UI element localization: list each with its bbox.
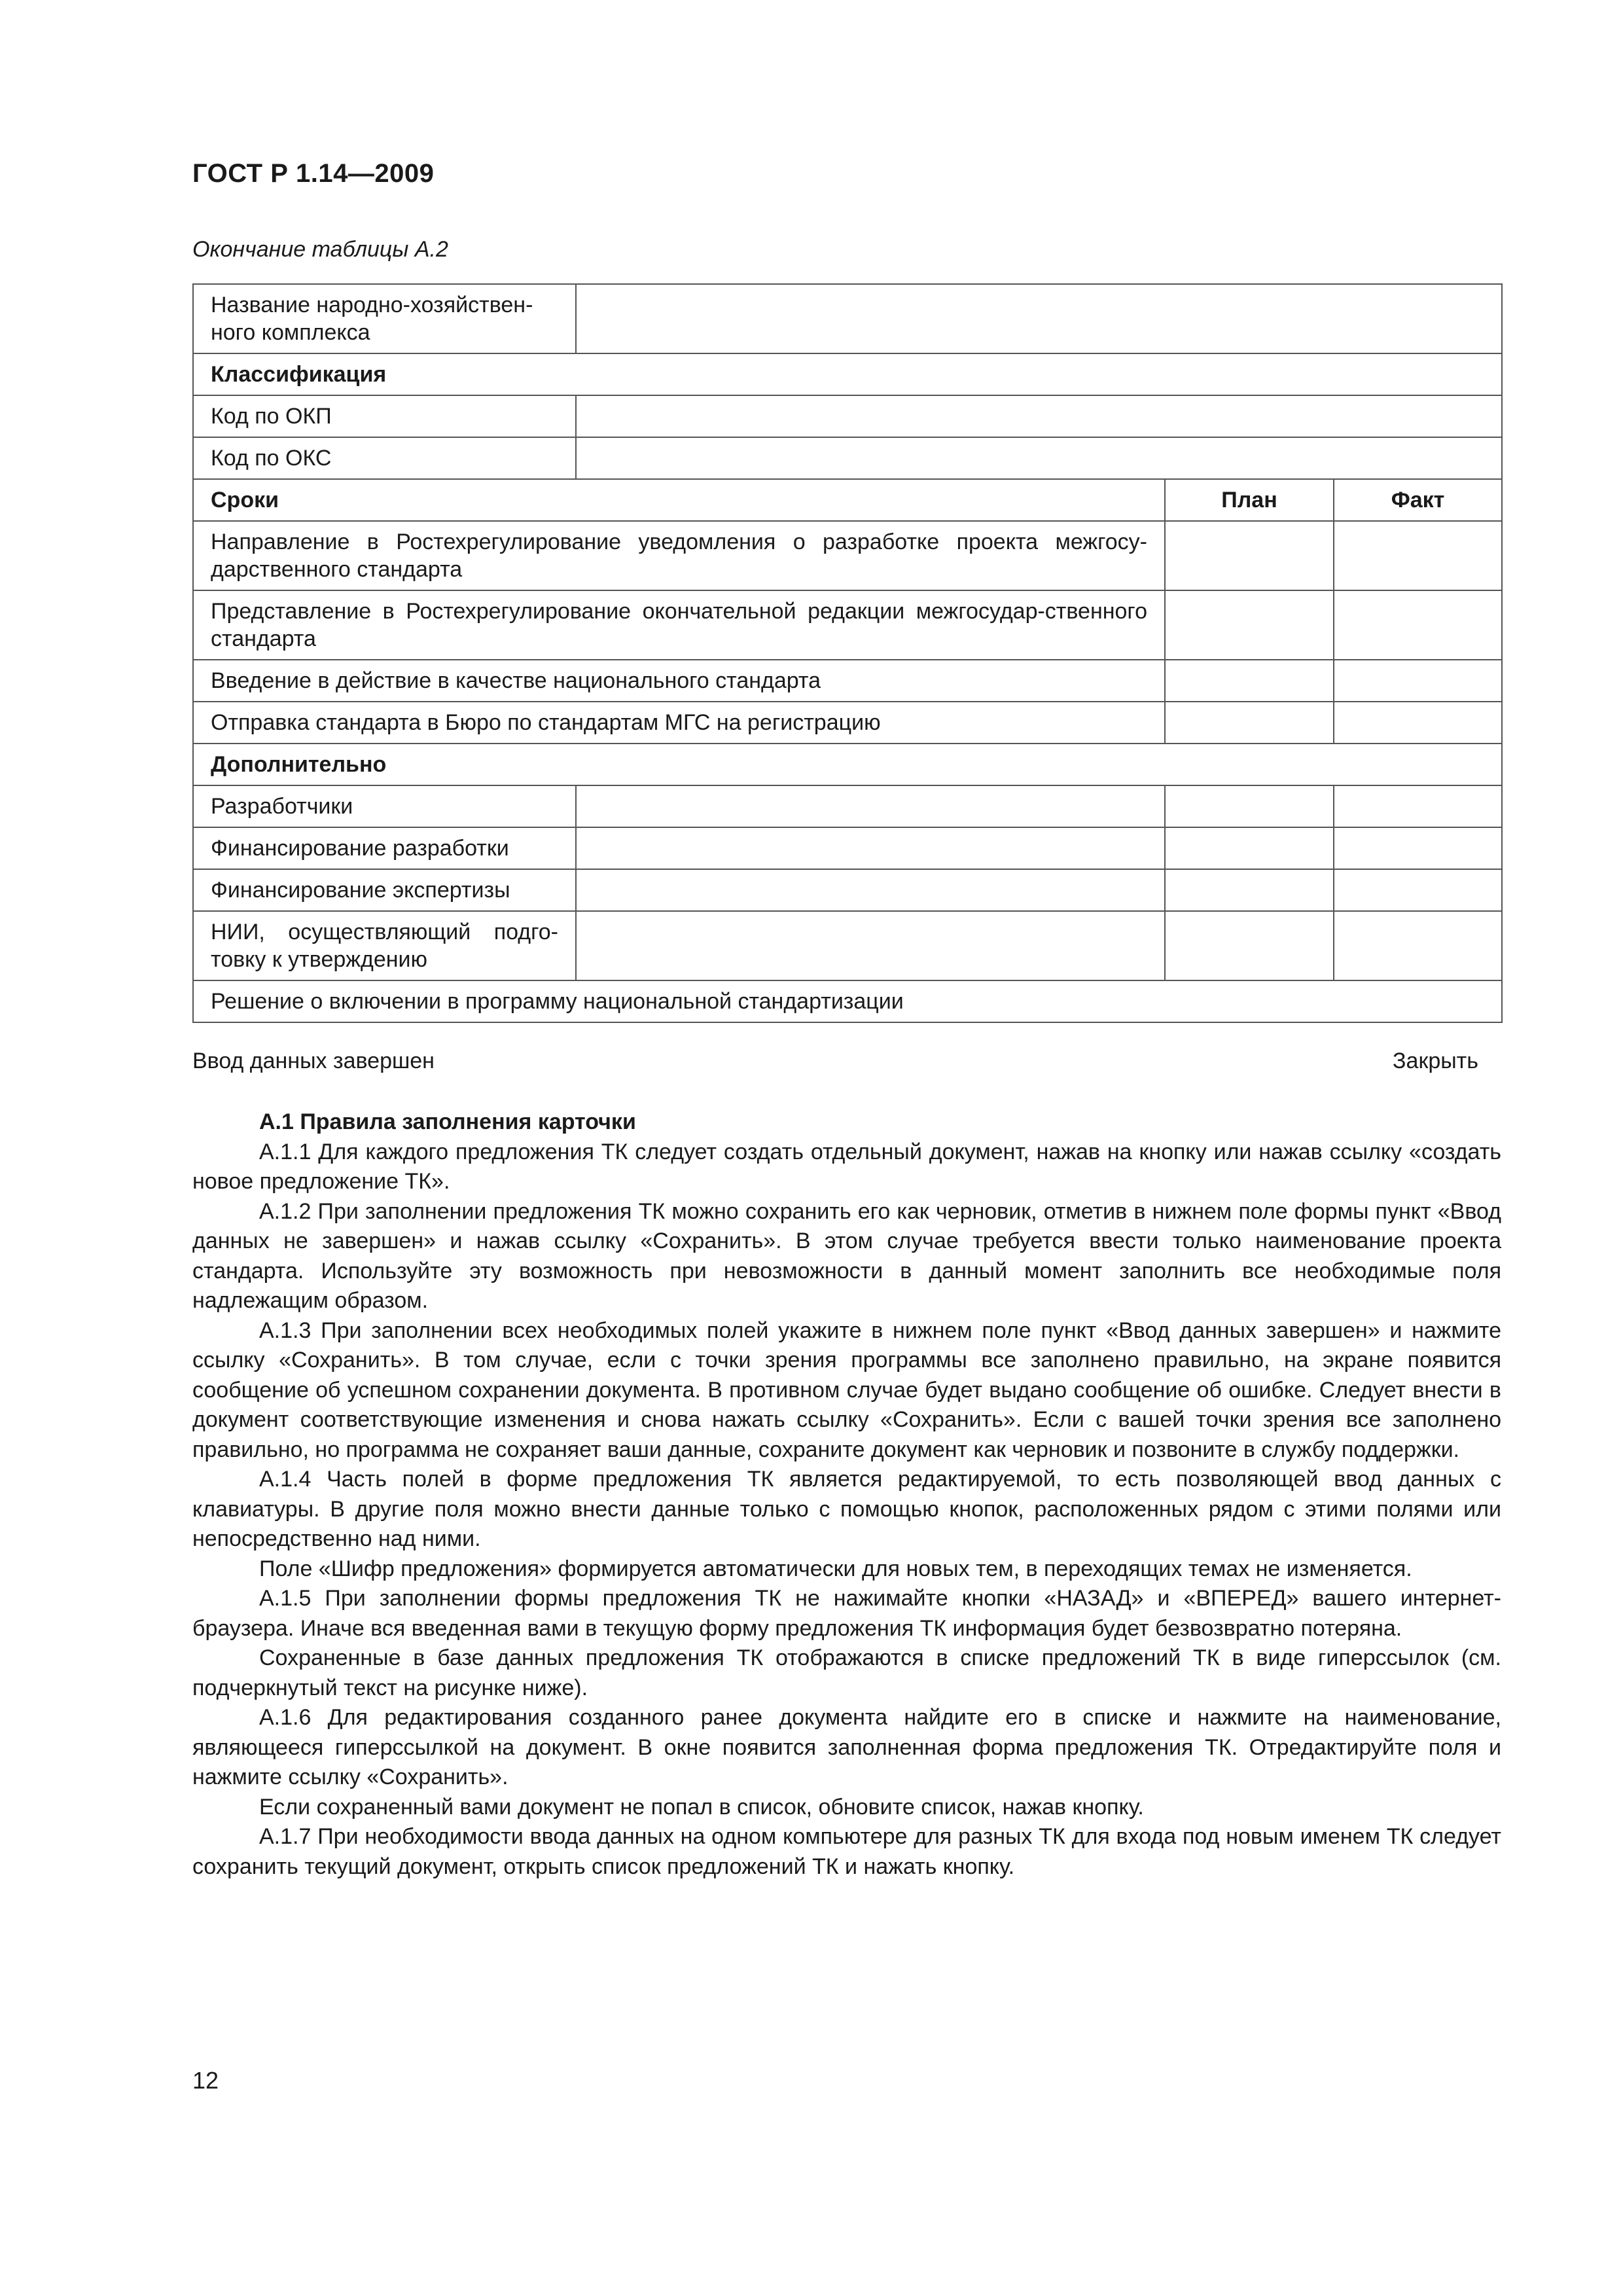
plan-field[interactable] (1165, 911, 1334, 980)
additional-label: Финансирование разработки (193, 827, 576, 869)
document-header: ГОСТ Р 1.14—2009 (192, 159, 435, 188)
paragraph: А.1.7 При необходимости ввода данных на одном компьютере для разных ТК для входа под новым именем ТК следует сохранить текущий документ, открыть список предложений ТК и нажать кнопку. (192, 1824, 1501, 1879)
fact-field[interactable] (1334, 911, 1502, 980)
additional-field[interactable] (576, 785, 1165, 827)
page-number: 12 (192, 2067, 219, 2094)
paragraph: Сохраненные в базе данных предложения ТК отображаются в списке предложений ТК в виде гиперссылок (см. подчеркнутый текст на рисунке ниже). (192, 1645, 1501, 1700)
table-row (193, 284, 1502, 353)
paragraph: А.1.1 Для каждого предложения ТК следует создать отдельный документ, нажав на кнопку или нажав ссылку «создать новое предложение ТК». (192, 1139, 1501, 1194)
paragraph: А.1.2 При заполнении предложения ТК можно сохранить его как черновик, отметив в нижнем поле формы пункт «Ввод данных не завершен» и нажав ссылку «Сохранить». В этом случае требуется ввести только наименование проекта стандарта. Используйте эту возможность при невозможности в данный момент заполнить все необходимые поля надлежащим образом. (192, 1198, 1501, 1313)
table-caption: Окончание таблицы А.2 (192, 237, 448, 262)
terms-heading: Сроки (193, 479, 1165, 521)
additional-label: НИИ, осуществляющий подго-товку к утверждению (193, 911, 576, 980)
fact-field[interactable] (1334, 785, 1502, 827)
paragraph: Поле «Шифр предложения» формируется автоматически для новых тем, в переходящих темах не изменяется. (259, 1556, 1412, 1581)
plan-field[interactable] (1165, 702, 1334, 744)
name-label: Название народно-хозяйствен-ного комплекса (193, 284, 576, 353)
term-label: Представление в Ростехрегулирование окончательной редакции межгосудар-ственного стандарта (193, 590, 1165, 660)
proposal-form-table (192, 283, 1503, 1023)
okp-label: Код по ОКП (193, 395, 576, 437)
oks-label: Код по ОКС (193, 437, 576, 479)
fact-field[interactable] (1334, 660, 1502, 702)
fact-field[interactable] (1334, 590, 1502, 660)
classification-heading: Классификация (193, 353, 1502, 395)
table-row (193, 521, 1502, 590)
fact-field[interactable] (1334, 521, 1502, 590)
paragraph: А.1.4 Часть полей в форме предложения ТК является редактируемой, то есть позволяющей ввод данных с клавиатуры. В другие поля можно внести данные только с помощью кнопок, расположенных рядом с этими полями или непосредственно над ними. (192, 1467, 1501, 1551)
additional-field[interactable] (576, 827, 1165, 869)
additional-field[interactable] (576, 869, 1165, 911)
rules-section (192, 1107, 1501, 1882)
table-row (193, 660, 1502, 702)
paragraph: А.1.5 При заполнении формы предложения ТК не нажимайте кнопки «НАЗАД» и «ВПЕРЕД» вашего интернет-браузера. Иначе вся введенная вами в текущую форму предложения ТК информация будет безвозвратно потеряна. (192, 1586, 1501, 1641)
paragraph: А.1.3 При заполнении всех необходимых полей укажите в нижнем поле пункт «Ввод данных завершен» и нажмите ссылку «Сохранить». В том случае, если с точки зрения программы все заполнено правильно, на экране появится сообщение об успешном сохранении документа. В противном случае будет выдано сообщение об ошибке. Следует внести в документ соответствующие изменения и снова нажать ссылку «Сохранить». Если с вашей точки зрения все заполнено правильно, но программа не сохраняет ваши данные, сохраните документ как черновик и позвоните в службу поддержки. (192, 1318, 1501, 1462)
table-row (193, 911, 1502, 980)
fact-field[interactable] (1334, 827, 1502, 869)
oks-field[interactable] (576, 437, 1502, 479)
plan-field[interactable] (1165, 869, 1334, 911)
additional-label: Финансирование экспертизы (193, 869, 576, 911)
additional-heading: Дополнительно (193, 744, 1502, 785)
name-field[interactable] (576, 284, 1502, 353)
fact-field[interactable] (1334, 869, 1502, 911)
table-row (193, 827, 1502, 869)
additional-field[interactable] (576, 911, 1165, 980)
paragraph: Если сохраненный вами документ не попал в список, обновите список, нажав кнопку. (259, 1794, 1144, 1820)
plan-heading: План (1165, 479, 1334, 521)
table-row (193, 395, 1502, 437)
table-row (193, 353, 1502, 395)
fact-heading: Факт (1334, 479, 1502, 521)
table-row (193, 869, 1502, 911)
term-label: Введение в действие в качестве национального стандарта (193, 660, 1165, 702)
fact-field[interactable] (1334, 702, 1502, 744)
plan-field[interactable] (1165, 590, 1334, 660)
section-heading: А.1 Правила заполнения карточки (259, 1109, 636, 1134)
additional-label: Разработчики (193, 785, 576, 827)
close-link[interactable]: Закрыть (1393, 1049, 1478, 1073)
table-row (193, 479, 1502, 521)
table-row (193, 785, 1502, 827)
table-row (193, 437, 1502, 479)
plan-field[interactable] (1165, 827, 1334, 869)
table-row (193, 980, 1502, 1022)
plan-field[interactable] (1165, 521, 1334, 590)
table-row (193, 702, 1502, 744)
okp-field[interactable] (576, 395, 1502, 437)
plan-field[interactable] (1165, 785, 1334, 827)
table-row (193, 590, 1502, 660)
paragraph: А.1.6 Для редактирования созданного ранее документа найдите его в списке и нажмите на наименование, являющееся гиперссылкой на документ. В окне появится заполненная форма предложения ТК. Отредактируйте поля и нажмите ссылку «Сохранить». (192, 1705, 1501, 1789)
plan-field[interactable] (1165, 660, 1334, 702)
term-label: Направление в Ростехрегулирование уведомления о разработке проекта межгосу-дарственного стандарта (193, 521, 1165, 590)
decision-label[interactable]: Решение о включении в программу национальной стандартизации (193, 980, 1502, 1022)
table-row (193, 744, 1502, 785)
data-entry-complete-option[interactable]: Ввод данных завершен (192, 1049, 435, 1073)
term-label: Отправка стандарта в Бюро по стандартам МГС на регистрацию (193, 702, 1165, 744)
